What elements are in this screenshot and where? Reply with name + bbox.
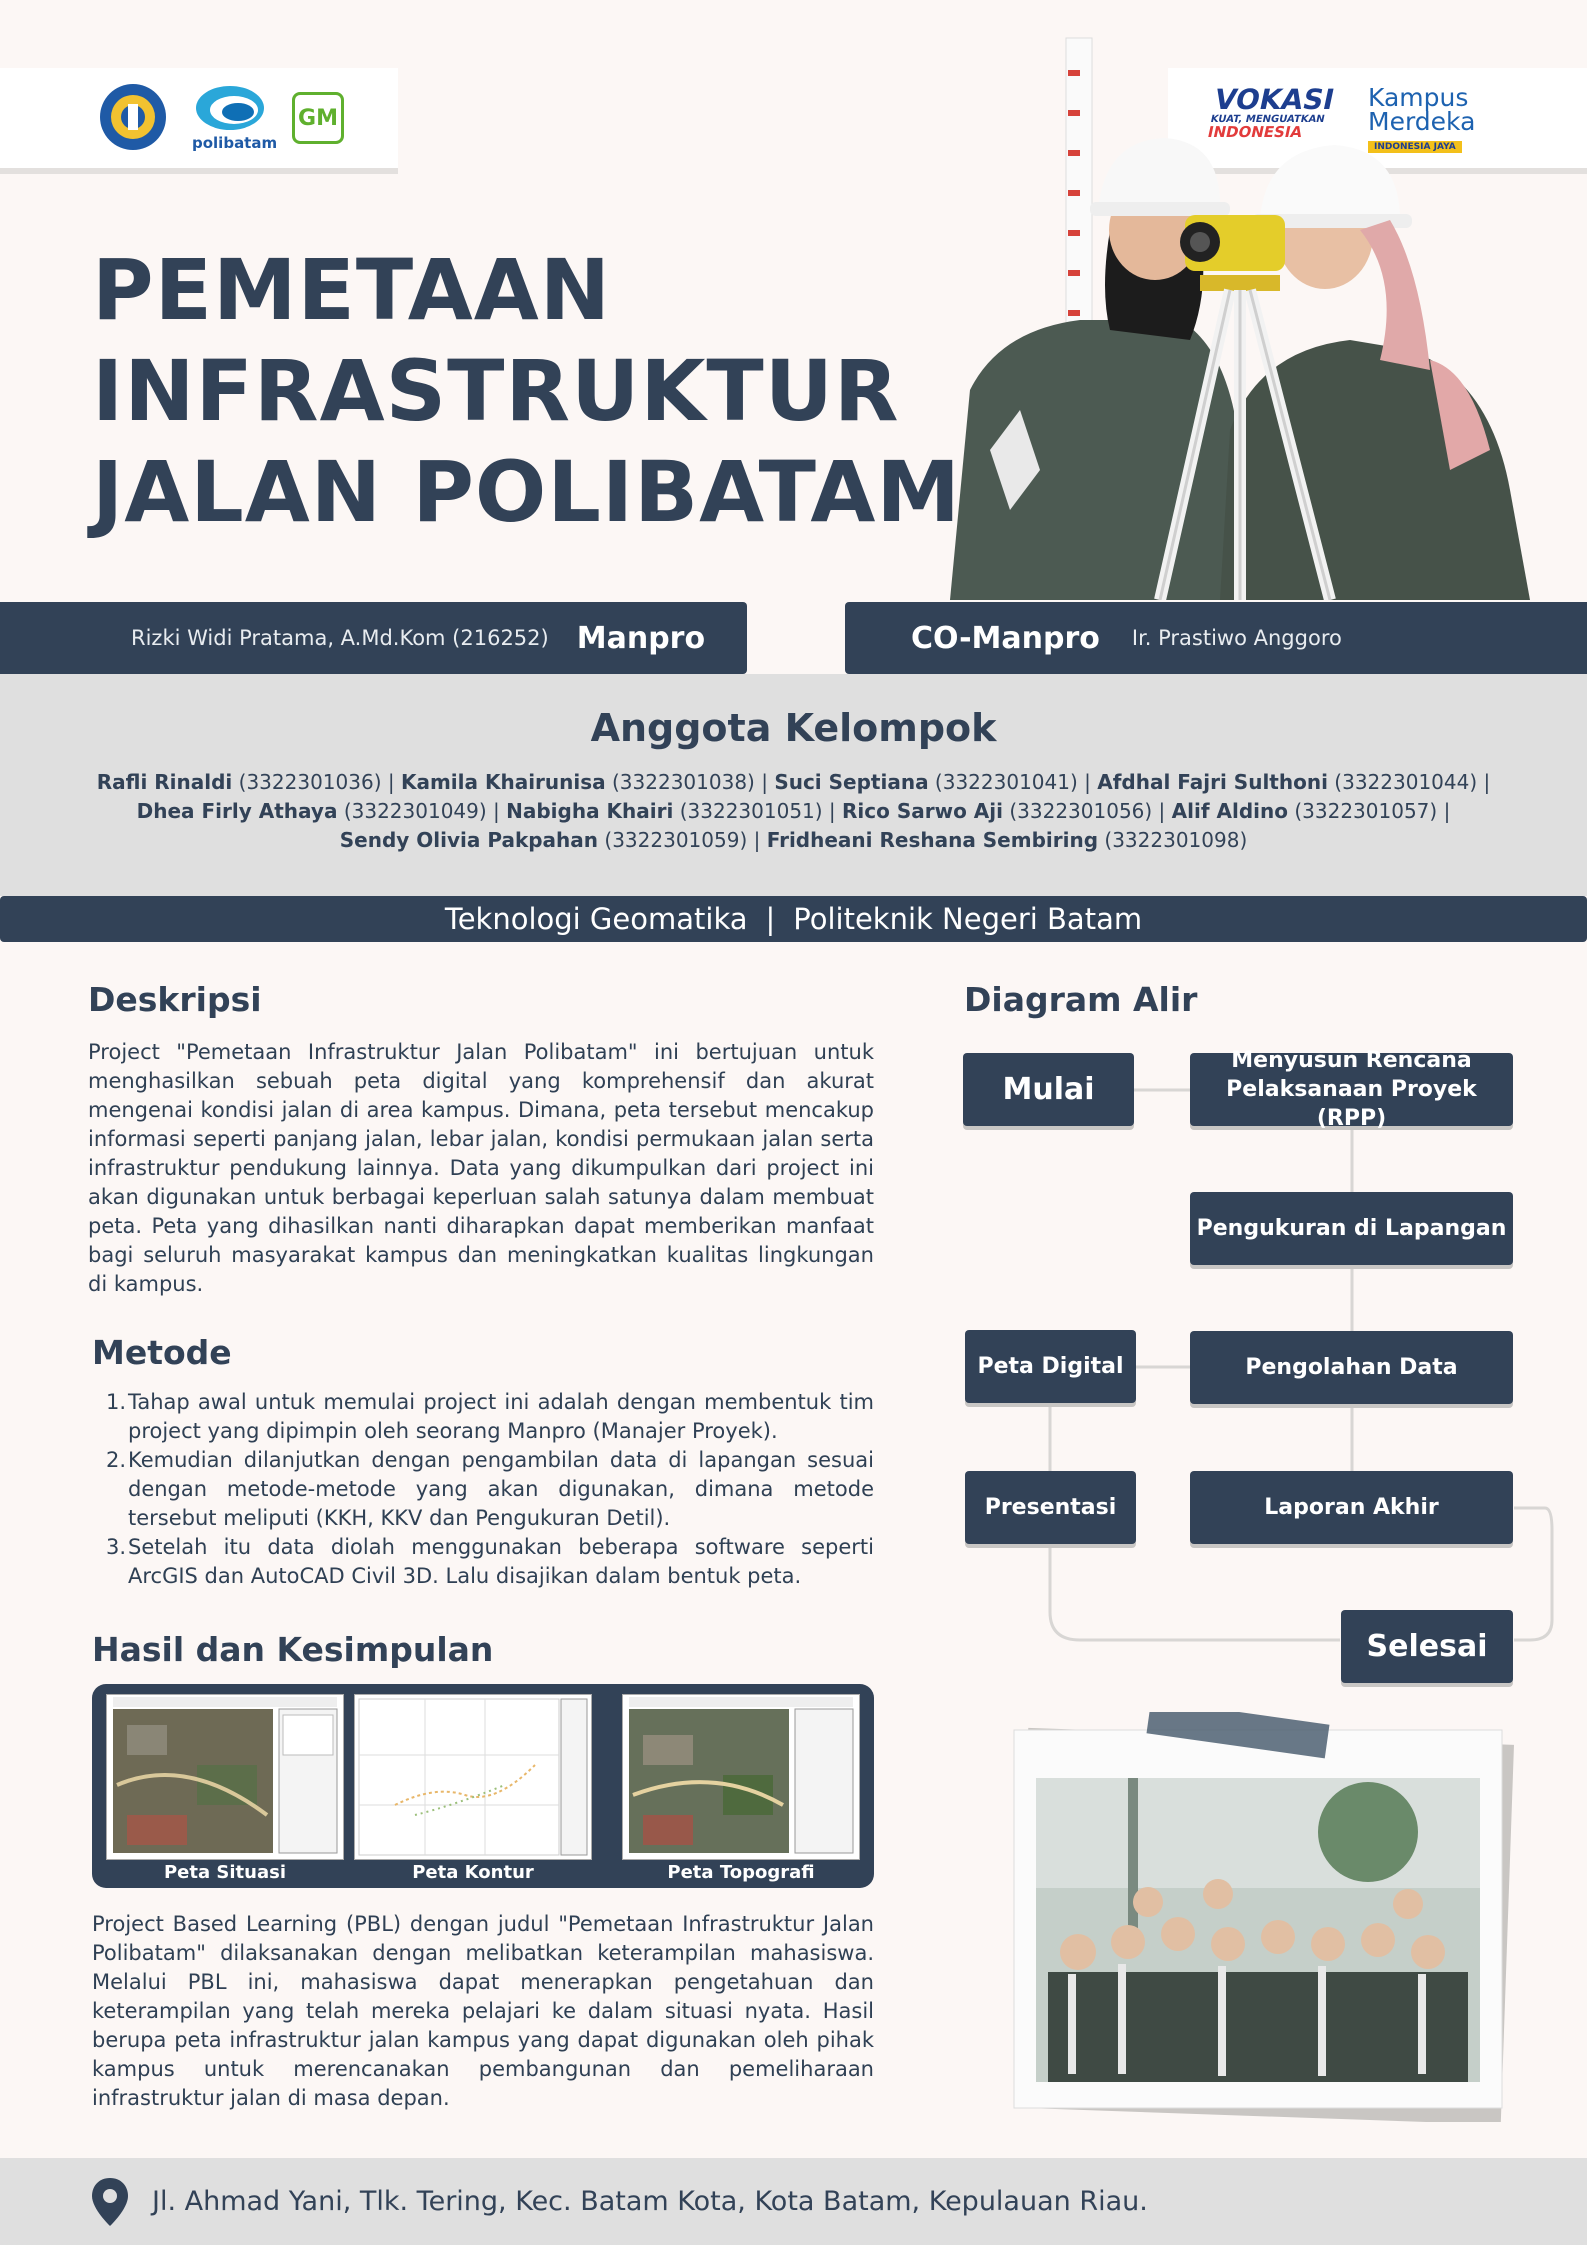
- members-row-3: Sendy Olivia Pakpahan (3322301059) | Fridheani Reshana Sembiring (3322301098): [339, 828, 1248, 852]
- metode-item-number: 3.: [105, 1535, 126, 1559]
- map-label-situasi: Peta Situasi: [163, 1862, 286, 1883]
- hasil-heading: Hasil dan Kesimpulan: [92, 1630, 494, 1669]
- program-band: [0, 896, 1587, 942]
- vokasi-logo-sub: KUAT, MENGUATKAN: [1209, 114, 1326, 125]
- comanpro-role: CO-Manpro: [911, 620, 1100, 656]
- member-id: (3322301036): [238, 770, 382, 794]
- member-id: (3322301098): [1104, 828, 1248, 852]
- metode-item: [104, 1446, 874, 1533]
- map-label-topografi: Peta Topografi: [667, 1862, 815, 1883]
- member-id: (3322301041): [934, 770, 1078, 794]
- footer-address: Jl. Ahmad Yani, Tlk. Tering, Kec. Batam Kota, Kota Batam, Kepulauan Riau.: [152, 2186, 1148, 2217]
- members-section: [0, 674, 1587, 896]
- member-id: (3322301059): [604, 828, 748, 852]
- comanpro-name: Ir. Prastiwo Anggoro: [1131, 626, 1342, 650]
- member-id: (3322301057): [1294, 799, 1438, 823]
- member-id: (3322301044): [1334, 770, 1478, 794]
- group-photo: [1008, 1712, 1518, 2122]
- map-thumb-kontur: [354, 1694, 592, 1860]
- map-label-kontur: Peta Kontur: [412, 1862, 534, 1883]
- kampus-text-2: Merdeka: [1368, 107, 1476, 136]
- results-maps-panel: [92, 1684, 874, 1888]
- deskripsi-heading: Deskripsi: [88, 980, 262, 1019]
- member-id: (3322301038): [612, 770, 755, 794]
- flow-peta-digital: Peta Digital: [965, 1330, 1136, 1403]
- member-name: Kamila Khairunisa: [400, 770, 606, 794]
- members-list: [0, 768, 1587, 855]
- members-heading: Anggota Kelompok: [590, 706, 997, 750]
- member-name: Rafli Rinaldi: [96, 770, 233, 794]
- member-id: (3322301049): [343, 799, 487, 823]
- metode-item-text: Tahap awal untuk memulai project ini adalah dengan membentuk tim project yang dipimpin oleh seorang Manpro (Manajer Proyek).: [128, 1390, 874, 1443]
- kampus-text-1: Kampus: [1368, 83, 1469, 112]
- flow-mulai: Mulai: [963, 1053, 1134, 1126]
- polibatam-logo: [190, 80, 270, 136]
- flow-pengukuran: Pengukuran di Lapangan: [1190, 1192, 1513, 1265]
- metode-list: [104, 1388, 874, 1591]
- metode-item-number: 2.: [105, 1448, 126, 1472]
- title-line-3: JALAN POLIBATAM: [92, 443, 961, 541]
- metode-item-number: 1.: [105, 1390, 126, 1414]
- map-thumb-topografi: [622, 1694, 860, 1860]
- polibatam-logo-text: polibatam: [192, 134, 278, 152]
- map-situasi-image: [107, 1695, 343, 1859]
- member-name: Rico Sarwo Aji: [842, 799, 1003, 823]
- kampus-text-sub: INDONESIA JAYA: [1368, 141, 1462, 153]
- logo-card-left: [0, 68, 398, 168]
- deskripsi-text: Project "Pemetaan Infrastruktur Jalan Polibatam" ini bertujuan untuk menghasilkan sebuah peta digital yang komprehensif dan akurat mengenai kondisi jalan di area kampus. Dimana, peta tersebut mencakup informasi seperti panjang jalan, lebar jalan, kondisi permukaan jalan serta infrastruktur pendukung lainnya. Data yang dikumpulkan dari project ini akan digunakan untuk berbagai keperluan salah satunya dalam membuat peta. Peta yang dihasilkan nanti diharapkan dapat memberikan manfaat bagi seluruh masyarakat kampus dan meningkatkan kualitas lingkungan di kampus.: [88, 1040, 874, 1296]
- metode-item-text: Kemudian dilanjutkan dengan pengambilan data di lapangan sesuai dengan metode-metode yang akan digunakan, dimana metode tersebut meliputi (KKH, KKV dan Pengukuran Detil).: [128, 1448, 874, 1530]
- flow-laporan: Laporan Akhir: [1190, 1471, 1513, 1544]
- manpro-bar: [0, 602, 747, 674]
- title-line-2: INFRASTRUKTUR: [92, 342, 900, 440]
- member-name: Sendy Olivia Pakpahan: [339, 828, 599, 852]
- flow-selesai: Selesai: [1341, 1610, 1513, 1683]
- member-name: Dhea Firly Athaya: [136, 799, 338, 823]
- map-kontur-image: [355, 1695, 591, 1859]
- diagram-heading: Diagram Alir: [964, 980, 1198, 1019]
- page-title: [92, 240, 961, 543]
- flow-pengolahan: Pengolahan Data: [1190, 1331, 1513, 1404]
- member-name: Nabigha Khairi: [506, 799, 674, 823]
- member-name: Alif Aldino: [1171, 799, 1288, 823]
- vokasi-logo-text: VOKASI: [1211, 83, 1338, 116]
- hero-surveyors-photo: [930, 30, 1530, 600]
- comanpro-bar: [845, 602, 1587, 674]
- gm-logo: GM: [292, 92, 344, 144]
- members-row-2: Dhea Firly Athaya (3322301049) | Nabigha Khairi (3322301051) | Rico Sarwo Aji (3322301056) | Alif Aldino (3322301057) |: [136, 799, 1451, 823]
- member-id: (3322301056): [1009, 799, 1153, 823]
- members-row-1: Rafli Rinaldi (3322301036) | Kamila Khairunisa (3322301038) | Suci Septiana (3322301041) | Afdhal Fajri Sulthoni (3322301044) |: [96, 770, 1491, 794]
- metode-heading: Metode: [92, 1333, 232, 1372]
- manpro-name: Rizki Widi Pratama, A.Md.Kom (216252): [131, 626, 549, 650]
- manpro-role: Manpro: [576, 620, 706, 656]
- footer: [0, 2158, 1587, 2245]
- program-name: Teknologi Geomatika: [444, 902, 748, 936]
- vokasi-logo-sub2: INDONESIA: [1206, 123, 1305, 141]
- flow-presentasi: Presentasi: [965, 1471, 1136, 1544]
- title-line-1: PEMETAAN: [92, 241, 612, 339]
- map-thumb-situasi: [106, 1694, 344, 1860]
- map-topografi-image: [623, 1695, 859, 1859]
- hasil-text: Project Based Learning (PBL) dengan judul "Pemetaan Infrastruktur Jalan Polibatam" dilaksanakan dengan melibatkan keterampilan mahasiswa. Melalui PBL ini, mahasiswa dapat menerapkan pengetahuan dan keterampilan yang telah mereka pelajari ke dalam situasi nyata. Hasil berupa peta infrastruktur jalan kampus yang dapat digunakan oleh pihak kampus untuk merencanakan pembangunan dan pemeliharaan infrastruktur jalan di masa depan.: [92, 1912, 874, 2110]
- metode-item-text: Setelah itu data diolah menggunakan beberapa software seperti ArcGIS dan AutoCAD Civil 3D. Lalu disajikan dalam bentuk peta.: [128, 1535, 874, 1588]
- member-name: Fridheani Reshana Sembiring: [766, 828, 1099, 852]
- kemdikbud-logo: [98, 82, 168, 152]
- member-name: Suci Septiana: [774, 770, 929, 794]
- band-separator: |: [765, 902, 776, 936]
- member-name: Afdhal Fajri Sulthoni: [1097, 770, 1328, 794]
- location-pin-icon: [90, 2176, 130, 2228]
- member-id: (3322301051): [679, 799, 823, 823]
- metode-item: [104, 1388, 874, 1446]
- institution-name: Politeknik Negeri Batam: [793, 902, 1143, 936]
- flow-rpp: Menyusun Rencana Pelaksanaan Proyek (RPP): [1190, 1053, 1513, 1126]
- metode-item: [104, 1533, 874, 1591]
